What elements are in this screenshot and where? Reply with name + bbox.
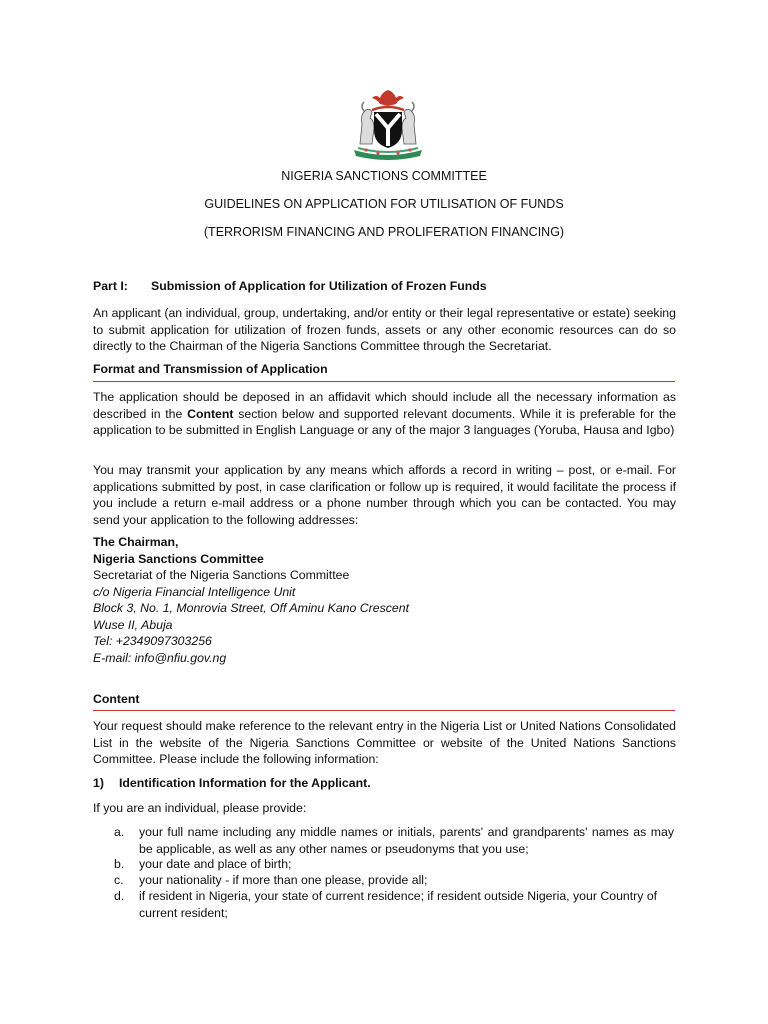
address-block	[93, 534, 676, 666]
list-marker: a.	[114, 825, 125, 839]
content-heading: Content	[93, 692, 140, 706]
list-marker: d.	[114, 889, 125, 903]
part1-label: Part I:	[93, 279, 128, 293]
part1-title: Submission of Application for Utilization of Frozen Funds	[151, 279, 487, 293]
item1-number: 1)	[93, 776, 104, 790]
format-paragraph-1	[93, 389, 676, 439]
list-marker: b.	[114, 857, 125, 871]
list-text: your full name including any middle names or initials, parents' and grandparents' names as may be applicable, as well as any other names or pseudonyms that you use;	[139, 825, 674, 856]
address-phone: Tel: +2349097303256	[93, 634, 212, 648]
part1-heading	[93, 278, 676, 295]
address-email: E-mail: info@nfiu.gov.ng	[93, 650, 227, 665]
list-item	[114, 872, 674, 889]
content-heading-rule	[93, 710, 675, 711]
guidelines-title: GUIDELINES ON APPLICATION FOR UTILISATION OF FUNDS	[204, 197, 564, 211]
format-para1-content-ref: Content	[187, 406, 234, 421]
address-line-6: Wuse II, Abuja	[93, 617, 173, 632]
committee-title: NIGERIA SANCTIONS COMMITTEE	[281, 169, 487, 183]
address-line-4: c/o Nigeria Financial Intelligence Unit	[93, 584, 296, 599]
format-para1-text-a: The application should be deposed in an affidavit which should include all the necessary information as described in the	[93, 390, 676, 421]
address-line-5: Block 3, No. 1, Monrovia Street, Off Aminu Kano Crescent	[93, 601, 409, 615]
list-text: if resident in Nigeria, your state of current residence; if resident outside Nigeria, your Country of current resident;	[139, 889, 658, 920]
format-heading: Format and Transmission of Application	[93, 362, 328, 376]
part1-intro: An applicant (an individual, group, undertaking, and/or entity or their legal representative or estate) seeking to submit application for utilization of frozen funds, assets or any other economic resources can do so directly to the Chairman of the Nigeria Sanctions Committee through the Secretariat.	[93, 306, 676, 353]
address-line-2: Nigeria Sanctions Committee	[93, 551, 264, 566]
coat-of-arms-icon	[346, 84, 430, 160]
list-item	[114, 888, 674, 921]
list-marker: c.	[114, 873, 124, 887]
list-item	[114, 856, 674, 873]
address-line-3: Secretariat of the Nigeria Sanctions Committee	[93, 568, 350, 582]
content-paragraph: Your request should make reference to the relevant entry in the Nigeria List or United Nations Consolidated List in the website of the Nigeria Sanctions Committee or website of the United Nations Sanctions Committee. Please include the following information:	[93, 719, 676, 766]
format-paragraph-2: You may transmit your application by any means which affords a record in writing – post, or e-mail. For applications submitted by post, in case clarification or follow up is required, it would facilitate the process if you include a return e-mail address or a phone number through which you can be contacted. You may send your application to the following addresses:	[93, 463, 676, 527]
address-line-1: The Chairman,	[93, 535, 179, 549]
item1-heading	[93, 775, 676, 792]
list-item	[114, 824, 674, 857]
scope-title: (TERRORISM FINANCING AND PROLIFERATION FINANCING)	[203, 225, 565, 239]
item1-title: Identification Information for the Applicant.	[119, 776, 371, 790]
format-para1-text-b: section below and supported relevant documents. While it is preferable for the application to be submitted in English Language or any of the major 3 languages (Yoruba, Hausa and Igbo)	[93, 406, 676, 437]
format-heading-rule	[93, 381, 675, 382]
individual-intro: If you are an individual, please provide:	[93, 801, 307, 815]
list-text: your nationality - if more than one please, provide all;	[139, 873, 428, 887]
list-text: your date and place of birth;	[139, 857, 292, 871]
